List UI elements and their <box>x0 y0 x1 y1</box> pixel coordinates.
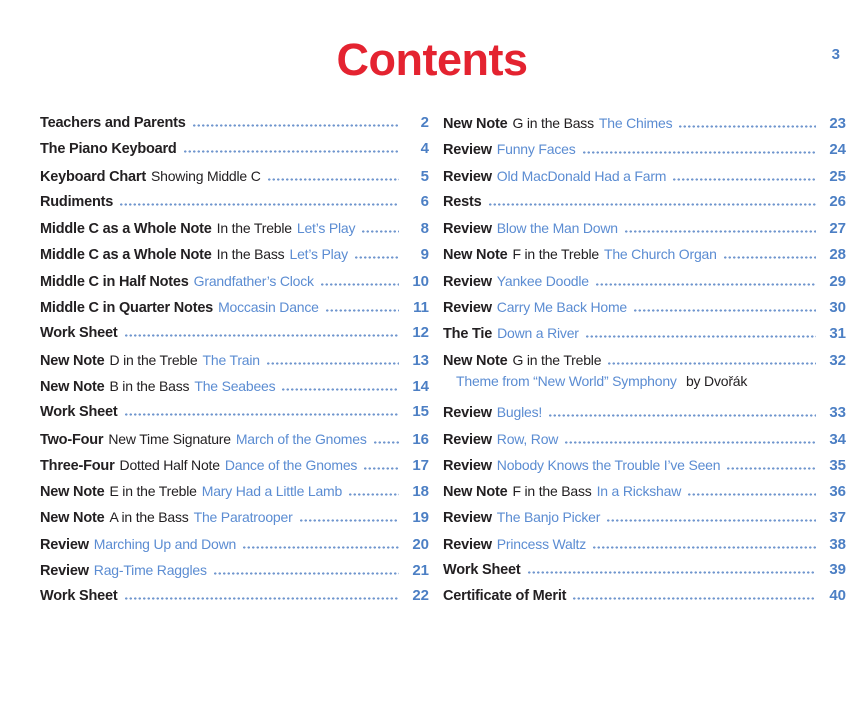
dot-leader <box>361 230 399 233</box>
dot-leader <box>582 151 816 154</box>
entry-title: New Note <box>443 484 508 501</box>
toc-entry <box>443 531 846 557</box>
entry-title: Work Sheet <box>443 562 521 579</box>
entry-song-title: Row, Row <box>496 430 559 447</box>
entry-title: New Note <box>443 116 508 132</box>
entry-page-number: 9 <box>420 246 429 264</box>
entry-song-title: The Train <box>202 351 260 368</box>
entry-title: The Tie <box>443 326 493 343</box>
entry-song-title: The Seabees <box>194 377 276 394</box>
entry-song-title: In a Rickshaw <box>596 483 682 500</box>
toc-entry <box>443 215 846 241</box>
toc-entry <box>443 320 846 346</box>
dot-leader <box>267 178 399 181</box>
entry-page-number: 18 <box>412 483 429 501</box>
dot-leader <box>564 441 816 444</box>
entry-song-title: Let’s Play <box>296 220 356 237</box>
entry-subtitle: F in the Treble <box>512 246 599 263</box>
toc-entry-line <box>40 373 429 399</box>
toc-entry <box>443 189 846 215</box>
entry-page-number: 37 <box>829 509 846 527</box>
entry-page-number: 30 <box>829 299 846 317</box>
table-of-contents <box>40 110 846 610</box>
toc-entry-line <box>443 478 846 504</box>
entry-subtitle: E in the Treble <box>109 483 197 500</box>
entry-subtitle: In the Treble <box>216 220 292 237</box>
entry-song-title: Rag-Time Raggles <box>93 562 207 579</box>
entry-song-title: The Chimes <box>598 115 673 131</box>
entry-title: Review <box>443 142 492 159</box>
entry-subtitle: New Time Signature <box>108 430 231 447</box>
entry-title: Middle C as a Whole Note <box>40 247 212 264</box>
dot-leader <box>687 493 816 496</box>
entry-title: Review <box>443 300 492 317</box>
entry-title: Rudiments <box>40 193 114 210</box>
toc-entry <box>443 399 846 425</box>
entry-title: The Piano Keyboard <box>40 141 177 158</box>
entry-subtitle: In the Bass <box>216 246 285 263</box>
entry-title: Review <box>443 221 492 238</box>
toc-entry <box>40 531 429 557</box>
dot-leader <box>325 309 399 312</box>
toc-entry <box>40 163 429 189</box>
toc-entry-line <box>40 215 429 241</box>
dot-leader <box>624 230 816 233</box>
toc-entry <box>40 136 429 162</box>
entry-title: Work Sheet <box>40 404 118 421</box>
entry-page-number: 2 <box>420 114 429 131</box>
entry-title: Keyboard Chart <box>40 168 146 185</box>
toc-entry-line <box>443 163 846 189</box>
dot-leader <box>633 309 816 312</box>
toc-entry <box>40 452 429 478</box>
toc-entry <box>40 320 429 346</box>
dot-leader <box>548 414 816 417</box>
entry-page-number: 21 <box>412 562 429 580</box>
toc-entry-line <box>40 189 429 215</box>
entry-page-number: 40 <box>829 587 846 605</box>
dot-leader <box>213 572 399 575</box>
toc-entry <box>443 583 846 609</box>
toc-right-column <box>443 110 846 610</box>
toc-entry <box>40 110 429 136</box>
entry-page-number: 23 <box>829 115 846 132</box>
toc-entry-line <box>443 583 846 609</box>
entry-title: Middle C in Quarter Notes <box>40 300 214 317</box>
entry-title: Review <box>443 431 492 448</box>
entry-page-number: 13 <box>412 351 429 369</box>
entry-page-number: 4 <box>420 140 429 158</box>
entry-second-line <box>443 373 846 399</box>
dot-leader <box>726 467 816 470</box>
dot-leader <box>124 413 399 416</box>
entry-title: New Note <box>40 484 105 501</box>
entry-title: Review <box>443 457 492 474</box>
entry-page-number: 28 <box>829 246 846 264</box>
toc-entry-line <box>443 504 846 530</box>
entry-page-number: 16 <box>412 430 429 448</box>
entry-page-number: 26 <box>829 192 846 210</box>
entry-title: New Note <box>40 510 105 527</box>
entry-song-title: March of the Gnomes <box>235 430 367 447</box>
page-title: Contents <box>336 34 528 85</box>
dot-leader <box>348 493 399 496</box>
dot-leader <box>672 178 816 181</box>
entry-page-number: 11 <box>413 299 429 317</box>
toc-entry-line <box>40 452 429 478</box>
toc-entry <box>443 504 846 530</box>
entry-page-number: 31 <box>829 325 846 343</box>
entry-title: Two-Four <box>40 431 104 448</box>
entry-title: Review <box>40 536 89 553</box>
toc-entry-line <box>40 504 429 530</box>
entry-page-number: 24 <box>829 141 846 159</box>
toc-entry-line <box>443 426 846 452</box>
toc-entry-line <box>40 583 429 609</box>
entry-song-title: Grandfather’s Clock <box>193 272 314 289</box>
entry-page-number: 39 <box>829 561 846 579</box>
entry-title: Middle C in Half Notes <box>40 273 189 290</box>
page-number-corner: 3 <box>831 46 840 63</box>
toc-entry <box>443 268 846 294</box>
dot-leader <box>183 150 399 153</box>
dot-leader <box>607 362 816 365</box>
entry-title: New Note <box>40 352 105 369</box>
entry-title: Teachers and Parents <box>40 115 186 131</box>
dot-leader <box>281 388 399 391</box>
entry-title: Work Sheet <box>40 588 118 605</box>
entry-page-number: 8 <box>420 220 429 238</box>
entry-song-title: Let’s Play <box>289 246 348 263</box>
toc-entry <box>40 294 429 320</box>
entry-subtitle: A in the Bass <box>109 509 189 526</box>
entry-subtitle: F in the Bass <box>512 483 592 500</box>
toc-entry-line <box>443 531 846 557</box>
entry-title: Review <box>443 510 492 527</box>
entry-title: New Note <box>40 378 105 395</box>
entry-subtitle: G in the Bass <box>512 115 594 131</box>
entry-page-number: 36 <box>829 483 846 501</box>
dot-leader <box>678 125 816 128</box>
entry-page-number: 34 <box>829 430 846 448</box>
dot-leader <box>299 519 399 522</box>
entry-title: Review <box>443 536 492 553</box>
toc-entry-line <box>443 189 846 215</box>
toc-entry <box>40 426 429 452</box>
dot-leader <box>119 203 399 206</box>
dot-leader <box>242 546 399 549</box>
entry-song-title: The Banjo Picker <box>496 509 601 526</box>
toc-entry <box>443 347 846 400</box>
toc-entry-line <box>40 320 429 346</box>
toc-entry-line <box>40 478 429 504</box>
entry-subtitle: G in the Treble <box>512 351 602 368</box>
entry-song-title: Moccasin Dance <box>218 299 319 316</box>
toc-entry-line <box>40 241 429 267</box>
entry-title: Review <box>443 405 492 422</box>
dot-leader <box>488 203 817 206</box>
toc-entry <box>40 504 429 530</box>
toc-entry-line <box>443 215 846 241</box>
entry-subtitle: D in the Treble <box>109 351 198 368</box>
entry-title: Three-Four <box>40 457 115 474</box>
entry-song-title: Dance of the Gnomes <box>224 456 358 473</box>
toc-entry <box>443 163 846 189</box>
entry-song-title: Princess Waltz <box>496 535 587 552</box>
toc-entry-line <box>443 347 846 373</box>
toc-entry <box>443 452 846 478</box>
toc-entry <box>443 478 846 504</box>
entry-song-title: Bugles! <box>496 404 543 421</box>
dot-leader <box>527 571 816 574</box>
entry-subtitle: Showing Middle C <box>150 167 261 184</box>
entry-page-number: 29 <box>829 272 846 290</box>
entry-page-number: 25 <box>829 167 846 185</box>
toc-entry <box>443 426 846 452</box>
entry-page-number: 5 <box>420 167 429 185</box>
toc-entry-line <box>40 294 429 320</box>
entry-title: Review <box>443 168 492 185</box>
dot-leader <box>124 334 399 337</box>
entry-page-number: 12 <box>412 324 429 342</box>
dot-leader <box>723 256 816 259</box>
toc-entry-line <box>40 268 429 294</box>
entry-song-title: Down a River <box>497 325 579 342</box>
entry-title: New Note <box>443 352 508 369</box>
entry-page-number: 27 <box>829 220 846 238</box>
entry-page-number: 17 <box>412 456 429 474</box>
entry-title: Review <box>40 563 89 580</box>
dot-leader <box>592 546 816 549</box>
entry-song-title: Marching Up and Down <box>93 535 237 552</box>
toc-entry <box>443 557 846 583</box>
entry-page-number: 32 <box>829 351 846 369</box>
entry-title: Review <box>443 273 492 290</box>
dot-leader <box>124 597 399 600</box>
dot-leader <box>595 283 816 286</box>
entry-song-title: Mary Had a Little Lamb <box>201 483 343 500</box>
entry-page-number: 19 <box>412 509 429 527</box>
entry-page-number: 35 <box>829 456 846 474</box>
entry-song-title: Blow the Man Down <box>496 220 618 237</box>
entry-page-number: 33 <box>829 404 846 422</box>
entry-title: Certificate of Merit <box>443 588 567 605</box>
toc-entry-line <box>443 136 846 162</box>
entry-song-title: Funny Faces <box>496 141 576 158</box>
toc-entry-line <box>40 347 429 373</box>
toc-entry-line <box>443 320 846 346</box>
toc-entry <box>40 241 429 267</box>
toc-entry-line <box>40 426 429 452</box>
entry-title: Rests <box>443 193 482 210</box>
toc-entry-line <box>443 241 846 267</box>
dot-leader <box>354 256 399 259</box>
dot-leader <box>266 362 399 365</box>
toc-entry <box>40 557 429 583</box>
entry-title: Work Sheet <box>40 325 118 342</box>
toc-entry-line <box>443 557 846 583</box>
toc-entry <box>40 347 429 373</box>
toc-entry <box>40 215 429 241</box>
dot-leader <box>572 597 816 600</box>
entry-subtitle: B in the Bass <box>109 377 190 394</box>
dot-leader <box>320 283 399 286</box>
toc-entry-line <box>443 399 846 425</box>
entry-song-title: The Paratrooper <box>193 509 293 526</box>
entry-song-title: Yankee Doodle <box>496 272 589 289</box>
toc-entry-line <box>40 136 429 162</box>
dot-leader <box>606 519 816 522</box>
toc-entry <box>40 373 429 399</box>
toc-entry <box>40 268 429 294</box>
toc-entry <box>40 583 429 609</box>
entry-page-number: 10 <box>412 272 429 290</box>
toc-entry <box>443 136 846 162</box>
toc-entry <box>40 399 429 425</box>
entry-subtitle: Dotted Half Note <box>119 456 220 473</box>
toc-entry <box>443 294 846 320</box>
entry-page-number: 22 <box>412 587 429 605</box>
entry-title: Middle C as a Whole Note <box>40 221 212 238</box>
entry-song-title: The Church Organ <box>603 246 717 263</box>
entry-page-number: 38 <box>829 535 846 553</box>
entry-page-number: 20 <box>412 535 429 553</box>
entry-song-title: Nobody Knows the Trouble I’ve Seen <box>496 456 721 473</box>
toc-entry-line <box>443 294 846 320</box>
toc-entry-line <box>443 452 846 478</box>
toc-entry <box>443 110 846 136</box>
entry-page-number: 15 <box>412 403 429 421</box>
toc-entry-line <box>40 399 429 425</box>
entry-page-number: 6 <box>420 192 429 210</box>
toc-entry <box>40 189 429 215</box>
toc-entry <box>40 478 429 504</box>
entry-song-title: Old MacDonald Had a Farm <box>496 167 667 184</box>
toc-entry-line <box>40 110 429 136</box>
entry-page-number: 14 <box>412 377 429 395</box>
dot-leader <box>373 441 399 444</box>
toc-entry <box>443 241 846 267</box>
dot-leader <box>363 467 399 470</box>
toc-entry-line <box>40 557 429 583</box>
toc-entry-line <box>443 110 846 136</box>
entry-line2-plain: by Dvořák <box>685 372 748 389</box>
toc-entry-line <box>40 531 429 557</box>
dot-leader <box>585 335 816 338</box>
toc-entry-line <box>443 268 846 294</box>
dot-leader <box>192 124 399 127</box>
toc-entry-line <box>40 163 429 189</box>
toc-left-column <box>40 110 429 610</box>
entry-line2-song: Theme from “New World” Symphony <box>456 372 677 389</box>
entry-song-title: Carry Me Back Home <box>496 299 627 316</box>
entry-title: New Note <box>443 247 508 264</box>
